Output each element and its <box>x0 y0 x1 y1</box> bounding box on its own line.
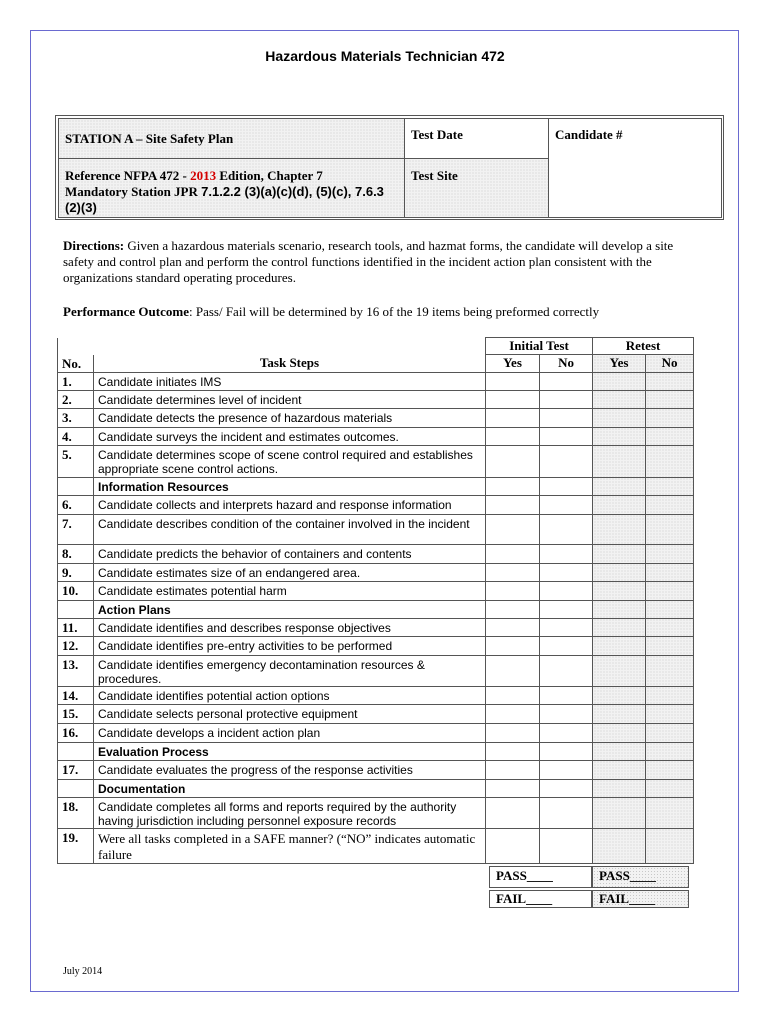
initial-no-cell[interactable] <box>540 477 593 495</box>
task-number: 15. <box>58 704 94 723</box>
initial-no-cell[interactable] <box>540 563 593 581</box>
task-step: Candidate initiates IMS <box>94 372 486 390</box>
retest-yes-cell[interactable] <box>593 797 646 828</box>
retest-no-cell[interactable] <box>646 723 694 742</box>
task-number: 19. <box>58 828 94 863</box>
task-row <box>58 636 694 655</box>
initial-no-cell[interactable] <box>540 686 593 704</box>
initial-no-cell[interactable] <box>540 445 593 477</box>
task-step: Candidate identifies potential action options <box>94 686 486 704</box>
task-row <box>58 514 694 544</box>
task-step: Candidate evaluates the progress of the response activities <box>94 760 486 779</box>
task-step: Candidate detects the presence of hazardous materials <box>94 408 486 427</box>
task-step: Candidate estimates size of an endangered area. <box>94 563 486 581</box>
initial-yes-header: Yes <box>486 355 540 373</box>
initial-test-header: Initial Test <box>486 338 593 355</box>
task-row <box>58 723 694 742</box>
task-number: 7. <box>58 514 94 544</box>
task-number: 6. <box>58 495 94 514</box>
directions-label: Directions: <box>63 238 125 253</box>
initial-no-cell[interactable] <box>540 723 593 742</box>
reference-suffix: Edition, Chapter 7 <box>216 168 323 183</box>
retest-no-cell[interactable] <box>646 408 694 427</box>
task-row <box>58 445 694 477</box>
initial-yes-cell[interactable] <box>486 427 540 445</box>
task-row <box>58 581 694 600</box>
task-number: 1. <box>58 372 94 390</box>
pass-initial-label: PASS____ <box>496 868 553 883</box>
initial-yes-cell[interactable] <box>486 760 540 779</box>
initial-yes-cell[interactable] <box>486 581 540 600</box>
section-row <box>58 477 694 495</box>
col-no-header: No. <box>58 355 94 373</box>
task-number <box>58 477 94 495</box>
initial-yes-cell[interactable] <box>486 390 540 408</box>
station-title: STATION A – Site Safety Plan <box>65 130 234 146</box>
initial-no-cell[interactable] <box>540 600 593 618</box>
retest-no-cell[interactable] <box>646 445 694 477</box>
retest-yes-cell[interactable] <box>593 760 646 779</box>
section-row <box>58 742 694 760</box>
task-row <box>58 618 694 636</box>
initial-yes-cell[interactable] <box>486 445 540 477</box>
retest-yes-cell[interactable] <box>593 445 646 477</box>
retest-yes-cell[interactable] <box>593 742 646 760</box>
test-date-cell[interactable] <box>405 119 549 159</box>
pass-initial-box[interactable] <box>489 866 592 888</box>
task-number: 13. <box>58 655 94 686</box>
task-row <box>58 563 694 581</box>
task-step: Candidate surveys the incident and estimates outcomes. <box>94 427 486 445</box>
task-step: Candidate identifies pre-entry activities to be performed <box>94 636 486 655</box>
task-number <box>58 600 94 618</box>
retest-no-cell[interactable] <box>646 581 694 600</box>
task-step: Candidate develops a incident action plan <box>94 723 486 742</box>
test-date-label: Test Date <box>411 127 463 142</box>
outcome-text: : Pass/ Fail will be determined by 16 of the 19 items being preformed correctly <box>188 304 600 319</box>
task-step: Candidate estimates potential harm <box>94 581 486 600</box>
retest-yes-cell[interactable] <box>593 563 646 581</box>
jpr-code: 7.1.2.2 (3)(a)(c)(d), (5)(c), 7.6.3 (2)(3) <box>65 184 384 215</box>
retest-yes-cell[interactable] <box>593 655 646 686</box>
task-row <box>58 828 694 863</box>
initial-yes-cell[interactable] <box>486 779 540 797</box>
initial-no-cell[interactable] <box>540 636 593 655</box>
task-table <box>57 337 694 864</box>
task-row <box>58 495 694 514</box>
retest-yes-cell[interactable] <box>593 514 646 544</box>
initial-no-cell[interactable] <box>540 742 593 760</box>
task-number: 3. <box>58 408 94 427</box>
task-number: 12. <box>58 636 94 655</box>
retest-no-cell[interactable] <box>646 655 694 686</box>
retest-yes-cell[interactable] <box>593 427 646 445</box>
task-number: 11. <box>58 618 94 636</box>
fail-retest-label: FAIL____ <box>599 891 656 906</box>
section-row <box>58 600 694 618</box>
retest-no-cell[interactable] <box>646 760 694 779</box>
task-row <box>58 704 694 723</box>
task-row <box>58 390 694 408</box>
retest-yes-cell[interactable] <box>593 828 646 863</box>
retest-yes-cell[interactable] <box>593 544 646 563</box>
task-step: Candidate collects and interprets hazard and response information <box>94 495 486 514</box>
task-number: 10. <box>58 581 94 600</box>
retest-no-cell[interactable] <box>646 544 694 563</box>
pass-retest-label: PASS____ <box>599 868 656 883</box>
retest-no-cell[interactable] <box>646 477 694 495</box>
task-step: Candidate completes all forms and reports required by the authority having jurisdiction including personnel exposure records <box>94 797 486 828</box>
initial-no-cell[interactable] <box>540 828 593 863</box>
task-step: Candidate describes condition of the container involved in the incident <box>94 514 486 544</box>
mandatory-label: Mandatory Station JPR <box>65 184 202 199</box>
initial-no-cell[interactable] <box>540 427 593 445</box>
test-site-cell[interactable] <box>405 159 549 218</box>
initial-yes-cell[interactable] <box>486 563 540 581</box>
initial-no-cell[interactable] <box>540 655 593 686</box>
initial-yes-cell[interactable] <box>486 544 540 563</box>
section-heading: Documentation <box>94 779 486 797</box>
initial-no-cell[interactable] <box>540 779 593 797</box>
initial-yes-cell[interactable] <box>486 655 540 686</box>
retest-yes-cell[interactable] <box>593 372 646 390</box>
header-box <box>55 115 724 220</box>
retest-yes-header: Yes <box>593 355 646 373</box>
retest-no-header: No <box>646 355 694 373</box>
initial-no-cell[interactable] <box>540 544 593 563</box>
task-number: 17. <box>58 760 94 779</box>
initial-yes-cell[interactable] <box>486 600 540 618</box>
header-spacer <box>58 338 94 355</box>
initial-yes-cell[interactable] <box>486 723 540 742</box>
task-number: 2. <box>58 390 94 408</box>
task-number: 14. <box>58 686 94 704</box>
initial-no-cell[interactable] <box>540 618 593 636</box>
retest-no-cell[interactable] <box>646 427 694 445</box>
initial-yes-cell[interactable] <box>486 828 540 863</box>
task-step: Candidate determines scope of scene control required and establishes appropriate scene control actions. <box>94 445 486 477</box>
retest-no-cell[interactable] <box>646 828 694 863</box>
retest-yes-cell[interactable] <box>593 704 646 723</box>
reference-cell <box>59 159 405 218</box>
task-row <box>58 544 694 563</box>
task-row <box>58 427 694 445</box>
section-row <box>58 779 694 797</box>
initial-no-cell[interactable] <box>540 797 593 828</box>
test-site-label: Test Site <box>411 168 458 183</box>
retest-header: Retest <box>593 338 694 355</box>
retest-yes-cell[interactable] <box>593 390 646 408</box>
retest-no-cell[interactable] <box>646 390 694 408</box>
initial-no-cell[interactable] <box>540 581 593 600</box>
task-row <box>58 797 694 828</box>
task-step: Candidate determines level of incident <box>94 390 486 408</box>
retest-yes-cell[interactable] <box>593 686 646 704</box>
retest-no-cell[interactable] <box>646 618 694 636</box>
initial-yes-cell[interactable] <box>486 636 540 655</box>
retest-no-cell[interactable] <box>646 514 694 544</box>
task-number: 9. <box>58 563 94 581</box>
reference-year: 2013 <box>190 168 217 183</box>
section-heading: Action Plans <box>94 600 486 618</box>
task-step: Candidate predicts the behavior of containers and contents <box>94 544 486 563</box>
retest-no-cell[interactable] <box>646 704 694 723</box>
performance-outcome <box>63 304 703 320</box>
task-row <box>58 760 694 779</box>
retest-yes-cell[interactable] <box>593 600 646 618</box>
initial-yes-cell[interactable] <box>486 372 540 390</box>
header-table <box>58 118 722 218</box>
retest-yes-cell[interactable] <box>593 723 646 742</box>
retest-yes-cell[interactable] <box>593 408 646 427</box>
task-step: Candidate identifies and describes response objectives <box>94 618 486 636</box>
task-number: 5. <box>58 445 94 477</box>
task-row <box>58 686 694 704</box>
initial-yes-cell[interactable] <box>486 686 540 704</box>
col-task-steps-header: Task Steps <box>94 355 486 373</box>
retest-no-cell[interactable] <box>646 600 694 618</box>
task-step: Candidate identifies emergency decontamination resources & procedures. <box>94 655 486 686</box>
initial-yes-cell[interactable] <box>486 742 540 760</box>
initial-no-cell[interactable] <box>540 704 593 723</box>
page-title: Hazardous Materials Technician 472 <box>265 48 505 64</box>
retest-no-cell[interactable] <box>646 779 694 797</box>
retest-yes-cell[interactable] <box>593 495 646 514</box>
fail-initial-box[interactable] <box>489 890 592 908</box>
task-number: 8. <box>58 544 94 563</box>
section-heading: Evaluation Process <box>94 742 486 760</box>
candidate-cell[interactable] <box>549 119 722 218</box>
header-spacer <box>94 338 486 355</box>
task-row <box>58 655 694 686</box>
footer-date: July 2014 <box>63 966 103 977</box>
retest-yes-cell[interactable] <box>593 581 646 600</box>
station-cell <box>59 119 405 159</box>
pass-retest-box[interactable] <box>592 866 689 888</box>
initial-no-cell[interactable] <box>540 514 593 544</box>
task-number: 16. <box>58 723 94 742</box>
retest-yes-cell[interactable] <box>593 618 646 636</box>
task-step: Were all tasks completed in a SAFE manner? (“NO” indicates automatic failure <box>94 828 486 863</box>
retest-no-cell[interactable] <box>646 563 694 581</box>
initial-yes-cell[interactable] <box>486 477 540 495</box>
task-number: 18. <box>58 797 94 828</box>
retest-no-cell[interactable] <box>646 495 694 514</box>
initial-no-cell[interactable] <box>540 390 593 408</box>
task-row <box>58 408 694 427</box>
retest-no-cell[interactable] <box>646 686 694 704</box>
reference-prefix: Reference NFPA 472 - <box>65 168 191 183</box>
initial-yes-cell[interactable] <box>486 797 540 828</box>
retest-no-cell[interactable] <box>646 372 694 390</box>
fail-retest-box[interactable] <box>592 890 689 908</box>
retest-no-cell[interactable] <box>646 742 694 760</box>
fail-initial-label: FAIL____ <box>496 891 553 906</box>
initial-no-cell[interactable] <box>540 408 593 427</box>
candidate-label: Candidate # <box>555 127 623 142</box>
task-row <box>58 372 694 390</box>
initial-no-header: No <box>540 355 593 373</box>
directions-text: Given a hazardous materials scenario, research tools, and hazmat forms, the candidate will develop a site safety and control plan and perform the control functions identified in the incident action plan consistent with the organizations standard operating procedures. <box>63 238 674 285</box>
task-number <box>58 779 94 797</box>
retest-yes-cell[interactable] <box>593 636 646 655</box>
task-step: Candidate selects personal protective equipment <box>94 704 486 723</box>
task-number: 4. <box>58 427 94 445</box>
initial-no-cell[interactable] <box>540 372 593 390</box>
directions <box>63 238 703 286</box>
initial-yes-cell[interactable] <box>486 704 540 723</box>
initial-no-cell[interactable] <box>540 495 593 514</box>
initial-yes-cell[interactable] <box>486 514 540 544</box>
task-number <box>58 742 94 760</box>
initial-yes-cell[interactable] <box>486 495 540 514</box>
initial-yes-cell[interactable] <box>486 618 540 636</box>
retest-yes-cell[interactable] <box>593 477 646 495</box>
section-heading: Information Resources <box>94 477 486 495</box>
retest-no-cell[interactable] <box>646 797 694 828</box>
outcome-label: Performance Outcome <box>63 304 189 319</box>
initial-yes-cell[interactable] <box>486 408 540 427</box>
initial-no-cell[interactable] <box>540 760 593 779</box>
retest-no-cell[interactable] <box>646 636 694 655</box>
retest-yes-cell[interactable] <box>593 779 646 797</box>
